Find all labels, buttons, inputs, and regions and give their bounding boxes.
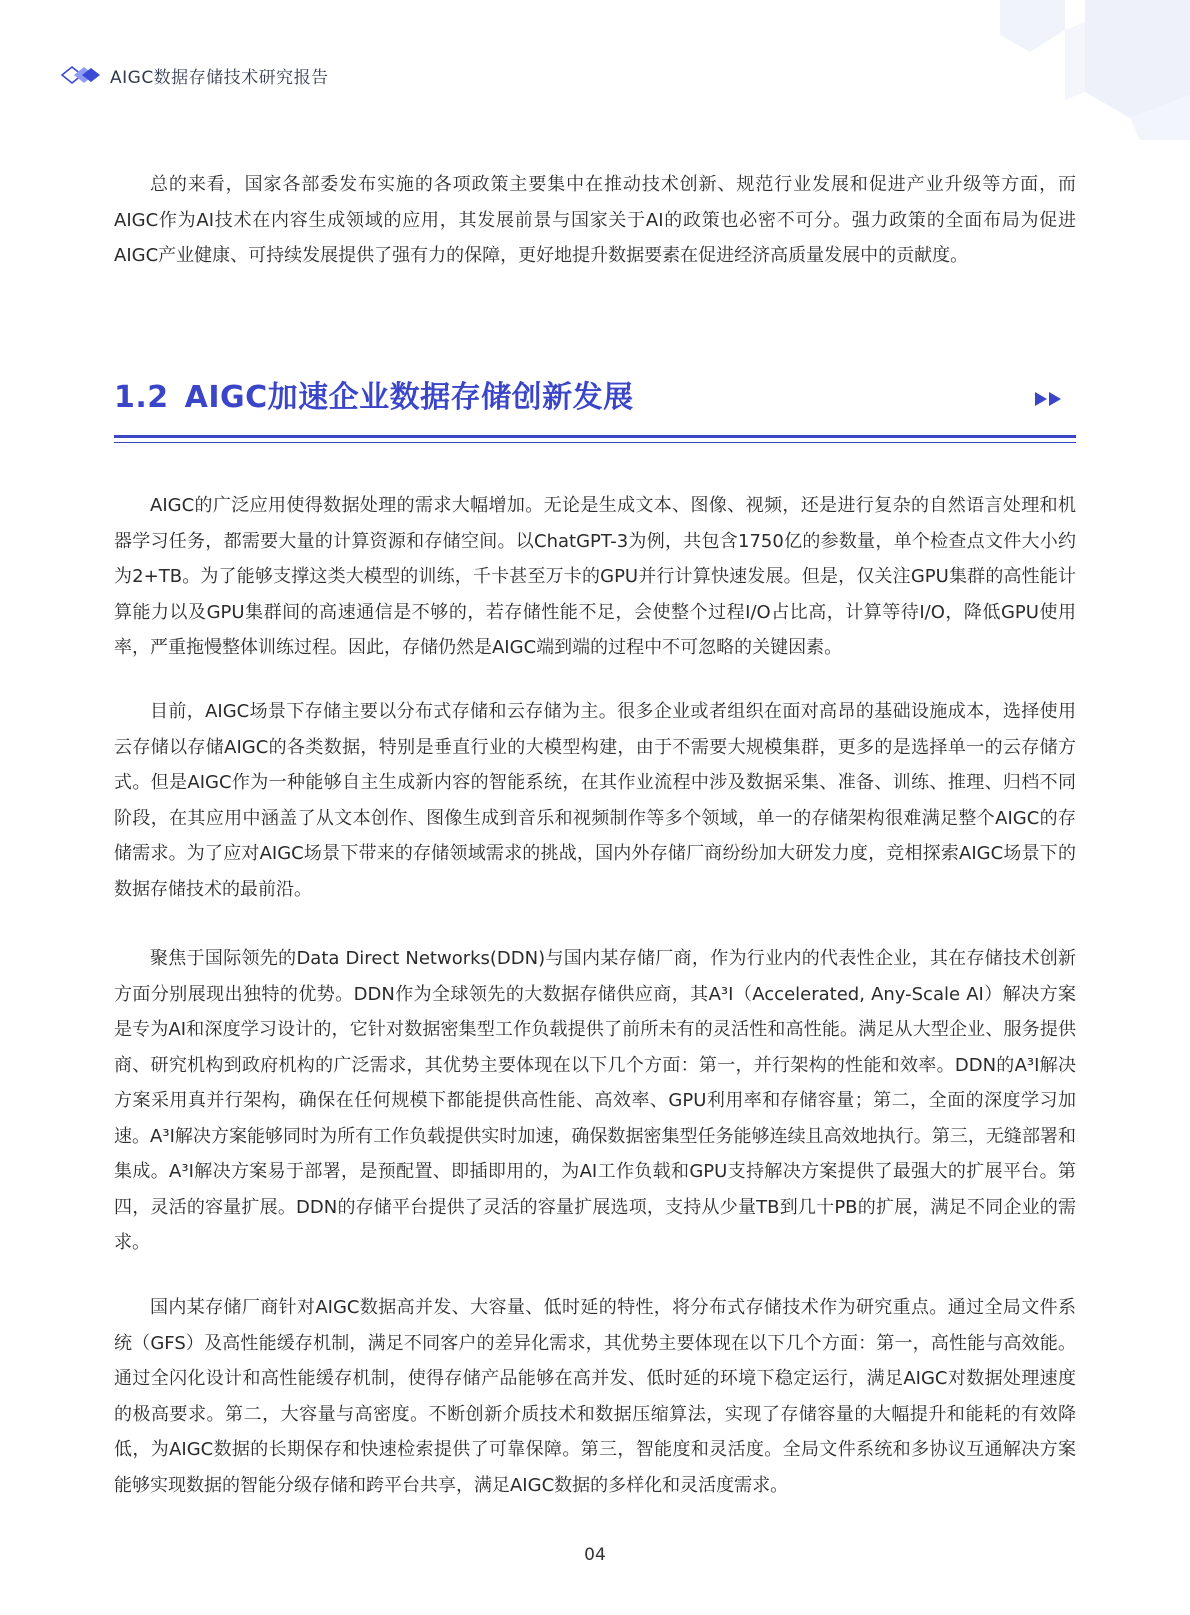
- section-heading: [114, 378, 1076, 436]
- section-rule-thick: [114, 435, 1076, 438]
- section-rule-thin: [114, 442, 1076, 443]
- body-paragraph: 国内某存储厂商针对AIGC数据高并发、大容量、低时延的特性，将分布式存储技术作为研究重点。通过全局文件系统（GFS）及高性能缓存机制，满足不同客户的差异化需求，其优势主要体现在以下几个方面：第一，高性能与高效能。通过全闪化设计和高性能缓存机制，使得存储产品能够在高并发、低时延的环境下稳定运行，满足AIGC对数据处理速度的极高要求。第二，大容量与高密度。不断创新介质技术和数据压缩算法，实现了存储容量的大幅提升和能耗的有效降低，为AIGC数据的长期保存和快速检索提供了可靠保障。第三，智能度和灵活度。全局文件系统和多协议互通解决方案能够实现数据的智能分级存储和跨平台共享，满足AIGC数据的多样化和灵活度需求。: [114, 1297, 1076, 1496]
- corner-decoration: [890, 0, 1190, 140]
- intro-paragraph: 总的来看，国家各部委发布实施的各项政策主要集中在推动技术创新、规范行业发展和促进产业升级等方面，而AIGC作为AI技术在内容生成领域的应用，其发展前景与国家关于AI的政策也必密不可分。强力政策的全面布局为促进AIGC产业健康、可持续发展提供了强有力的保障，更好地提升数据要素在促进经济高质量发展中的贡献度。: [114, 174, 1076, 266]
- section-title-text: AIGC加速企业数据存储创新发展: [184, 380, 634, 415]
- body-paragraph: 目前，AIGC场景下存储主要以分布式存储和云存储为主。很多企业或者组织在面对高昂的基础设施成本，选择使用云存储以存储AIGC的各类数据，特别是垂直行业的大模型构建，由于不需要大规模集群，更多的是选择单一的云存储方式。但是AIGC作为一种能够自主生成新内容的智能系统，在其作业流程中涉及数据采集、准备、训练、推理、归档不同阶段，在其应用中涵盖了从文本创作、图像生成到音乐和视频制作等多个领域，单一的存储架构很难满足整个AIGC的存储需求。为了应对AIGC场景下带来的存储领域需求的挑战，国内外存储厂商纷纷加大研发力度，竞相探索AIGC场景下的数据存储技术的最前沿。: [114, 701, 1076, 900]
- body-paragraph: 聚焦于国际领先的Data Direct Networks(DDN)与国内某存储厂商，作为行业内的代表性企业，其在存储技术创新方面分别展现出独特的优势。DDN作为全球领先的大数据存储供应商，其A³I（Accelerated, Any-Scale AI）解决方案是专为AI和深度学习设计的，它针对数据密集型工作负载提供了前所未有的灵活性和高性能。满足从大型企业、服务提供商、研究机构到政府机构的广泛需求，其优势主要体现在以下几个方面：第一，并行架构的性能和效率。DDN的A³I解决方案采用真并行架构，确保在任何规模下都能提供高性能、高效率、GPU利用率和存储容量；第二，全面的深度学习加速。A³I解决方案能够同时为所有工作负载提供实时加速，确保数据密集型任务能够连续且高效地执行。第三，无缝部署和集成。A³I解决方案易于部署，是预配置、即插即用的，为AI工作负载和GPU支持解决方案提供了最强大的扩展平台。第四，灵活的容量扩展。DDN的存储平台提供了灵活的容量扩展选项，支持从少量TB到几十PB的扩展，满足不同企业的需求。: [114, 948, 1076, 1253]
- double-arrow-right-icon: [1034, 391, 1064, 407]
- page-header: [60, 62, 329, 88]
- body-paragraph: AIGC的广泛应用使得数据处理的需求大幅增加。无论是生成文本、图像、视频，还是进行复杂的自然语言处理和机器学习任务，都需要大量的计算资源和存储空间。以ChatGPT-3为例，共包含1750亿的参数量，单个检查点文件大小约为2+TB。为了能够支撑这类大模型的训练，千卡甚至万卡的GPU并行计算快速发展。但是，仅关注GPU集群的高性能计算能力以及GPU集群间的高速通信是不够的，若存储性能不足，会使整个过程I/O占比高，计算等待I/O，降低GPU使用率，严重拖慢整体训练过程。因此，存储仍然是AIGC端到端的过程中不可忽略的关键因素。: [114, 495, 1076, 658]
- section-title: [114, 378, 634, 418]
- diamond-logo-icon: [60, 65, 104, 85]
- section-number: 1.2: [114, 380, 169, 415]
- report-title: AIGC数据存储技术研究报告: [110, 67, 329, 88]
- page-number: 04: [584, 1545, 606, 1565]
